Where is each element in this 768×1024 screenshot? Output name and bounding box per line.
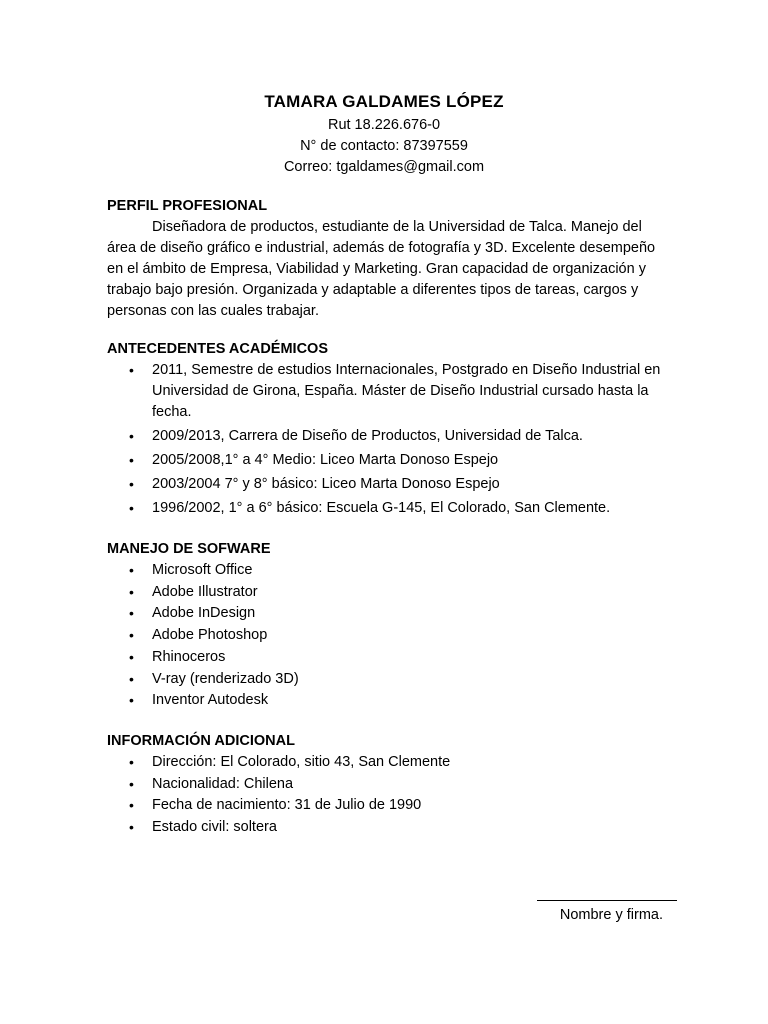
list-item: [107, 603, 663, 625]
list-item: [107, 498, 663, 519]
additional-title: INFORMACIÓN ADICIONAL: [107, 733, 295, 749]
list-item: [107, 647, 663, 669]
list-item-text: 2011, Semestre de estudios Internacionales, Postgrado en Diseño Industrial en Universidad de Girona, España. Máster de Diseño Industrial cursado hasta la fecha.: [152, 362, 661, 420]
bullet-icon: •: [129, 648, 134, 665]
list-item: [107, 752, 663, 774]
additional-list: [107, 752, 663, 839]
rut-line: Rut 18.226.676-0: [327, 117, 441, 133]
profile-text: Diseñadora de productos, estudiante de la Universidad de Talca. Manejo del área de diseño gráfico e industrial, además de fotografía y 3D. Excelente desempeño en el ámbito de Empresa, Viabilidad y Marketing. Gran capacidad de organización y trabajo bajo presión. Organizada y adaptable a diferentes tipos de tareas, cargos y personas con las cuales trabajar.: [107, 219, 656, 319]
bullet-icon: •: [129, 428, 134, 444]
list-item: [107, 360, 663, 423]
bullet-icon: •: [129, 627, 134, 644]
bullet-icon: •: [129, 362, 134, 378]
profile-section: [107, 196, 663, 322]
list-item: [107, 774, 663, 796]
list-item: [107, 625, 663, 647]
profile-title: PERFIL PROFESIONAL: [107, 198, 268, 214]
academic-title: ANTECEDENTES ACADÉMICOS: [107, 341, 329, 357]
list-item-text: Inventor Autodesk: [152, 692, 269, 709]
list-item: [107, 690, 663, 712]
signature-block: [537, 900, 677, 926]
signature-line: [537, 900, 677, 901]
list-item-text: 2005/2008,1° a 4° Medio: Liceo Marta Donoso Espejo: [152, 452, 499, 468]
list-item-text: Adobe Photoshop: [152, 627, 268, 644]
bullet-icon: •: [129, 452, 134, 468]
candidate-name: TAMARA GALDAMES LÓPEZ: [264, 92, 504, 111]
bullet-icon: •: [129, 562, 134, 578]
bullet-icon: •: [129, 476, 134, 492]
list-item-text: Adobe Illustrator: [152, 583, 258, 600]
list-item: [107, 450, 663, 471]
bullet-icon: •: [129, 754, 134, 770]
list-item-text: 2003/2004 7° y 8° básico: Liceo Marta Donoso Espejo: [152, 476, 500, 492]
academic-list: [107, 360, 663, 519]
academic-section: [107, 339, 663, 522]
additional-section: [107, 731, 663, 839]
contact-line: N° de contacto: 87397559: [300, 138, 468, 154]
bullet-icon: •: [129, 670, 134, 687]
list-item-text: 1996/2002, 1° a 6° básico: Escuela G-145, El Colorado, San Clemente.: [152, 500, 611, 516]
list-item: [107, 474, 663, 495]
software-section: [107, 539, 663, 712]
list-item: [107, 582, 663, 604]
list-item-text: Estado civil: soltera: [152, 819, 277, 836]
list-item-text: Adobe InDesign: [152, 605, 256, 622]
list-item-text: Microsoft Office: [152, 562, 253, 578]
software-list: [107, 560, 663, 712]
list-item: [107, 817, 663, 839]
bullet-icon: •: [129, 605, 134, 622]
list-item: [107, 560, 663, 582]
list-item-text: Rhinoceros: [152, 648, 226, 665]
list-item-text: Fecha de nacimiento: 31 de Julio de 1990: [152, 797, 422, 814]
list-item: [107, 426, 663, 447]
bullet-icon: •: [129, 775, 134, 792]
list-item-text: Dirección: El Colorado, sitio 43, San Clemente: [152, 754, 451, 770]
list-item-text: V-ray (renderizado 3D): [152, 670, 299, 687]
bullet-icon: •: [129, 819, 134, 836]
list-item-text: Nacionalidad: Chilena: [152, 775, 294, 792]
bullet-icon: •: [129, 692, 134, 709]
software-title: MANEJO DE SOFWARE: [107, 541, 271, 557]
email-line: Correo: tgaldames@gmail.com: [283, 159, 485, 175]
list-item: [107, 669, 663, 691]
list-item-text: 2009/2013, Carrera de Diseño de Productos, Universidad de Talca.: [152, 428, 583, 444]
bullet-icon: •: [129, 797, 134, 814]
list-item: [107, 795, 663, 817]
signature-label: Nombre y firma.: [559, 907, 663, 923]
bullet-icon: •: [129, 583, 134, 600]
bullet-icon: •: [129, 500, 134, 516]
document-header: [0, 89, 768, 178]
